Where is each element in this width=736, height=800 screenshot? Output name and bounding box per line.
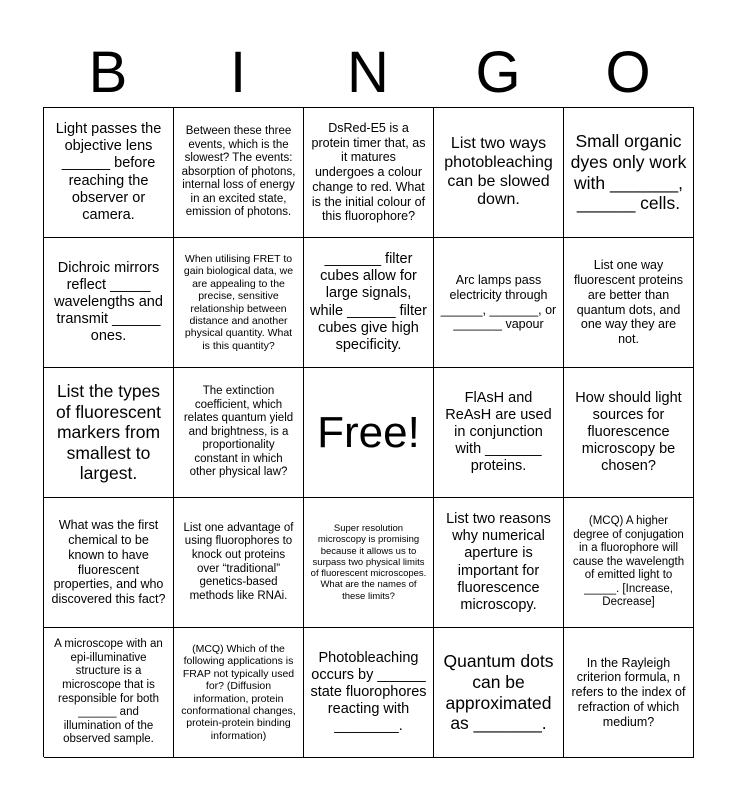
bingo-cell[interactable]: DsRed-E5 is a protein timer that, as it matures undergoes a colour change to red. What is the initial colour of this fluorophore? (304, 108, 434, 238)
bingo-cell[interactable]: Photobleaching occurs by ______ state fluorophores reacting with ________. (304, 628, 434, 758)
bingo-cell[interactable]: Small organic dyes only work with _______, ______ cells. (564, 108, 694, 238)
bingo-cell[interactable]: (MCQ) A higher degree of conjugation in a fluorophore will cause the wavelength of emitted light to _____. [Increase, Decrease] (564, 498, 694, 628)
header-letter-i: I (229, 40, 247, 105)
bingo-cell[interactable]: (MCQ) Which of the following applications is FRAP not typically used for? (Diffusion information, protein conformational changes, protein-protein binding information) (174, 628, 304, 758)
bingo-cell[interactable]: Between these three events, which is the slowest? The events: absorption of photons, internal loss of energy in an excited state, emission of photons. (174, 108, 304, 238)
bingo-cell[interactable]: FlAsH and ReAsH are used in conjunction with _______ proteins. (434, 368, 564, 498)
bingo-cell[interactable]: List one way fluorescent proteins are better than quantum dots, and one way they are not. (564, 238, 694, 368)
bingo-cell[interactable]: A microscope with an epi-illuminative structure is a microscope that is responsible for both ______ and illumination of the observed sample. (44, 628, 174, 758)
bingo-cell[interactable]: Super resolution microscopy is promising because it allows us to surpass two physical limits of fluorescent microscopes. What are the names of these limits? (304, 498, 434, 628)
bingo-cell[interactable]: List two reasons why numerical aperture is important for fluorescence microscopy. (434, 498, 564, 628)
bingo-header (43, 38, 693, 108)
bingo-cell[interactable]: How should light sources for fluorescence microscopy be chosen? (564, 368, 694, 498)
bingo-cell[interactable]: _______ filter cubes allow for large signals, while ______ filter cubes give high specificity. (304, 238, 434, 368)
bingo-cell[interactable]: Dichroic mirrors reflect _____ wavelengths and transmit ______ ones. (44, 238, 174, 368)
header-letter-g: G (475, 40, 521, 105)
bingo-cell[interactable]: When utilising FRET to gain biological data, we are appealing to the precise, sensitive relationship between distance and another physical quantity. What is this quantity? (174, 238, 304, 368)
bingo-cell[interactable]: List the types of fluorescent markers from smallest to largest. (44, 368, 174, 498)
bingo-cell[interactable]: Light passes the objective lens ______ before reaching the observer or camera. (44, 108, 174, 238)
bingo-cell[interactable]: The extinction coefficient, which relates quantum yield and brightness, is a proportionality constant in which other physical law? (174, 368, 304, 498)
bingo-cell[interactable]: In the Rayleigh criterion formula, n refers to the index of refraction of which medium? (564, 628, 694, 758)
free-space[interactable]: Free! (304, 368, 434, 498)
bingo-cell[interactable]: List one advantage of using fluorophores to knock out proteins over “traditional” genetics-based methods like RNAi. (174, 498, 304, 628)
bingo-cell[interactable]: Arc lamps pass electricity through ______, _______, or _______ vapour (434, 238, 564, 368)
header-letter-b: B (88, 40, 128, 105)
bingo-cell[interactable]: List two ways photobleaching can be slowed down. (434, 108, 564, 238)
header-letter-o: O (605, 40, 651, 105)
bingo-cell[interactable]: What was the first chemical to be known to have fluorescent properties, and who discovered this fact? (44, 498, 174, 628)
header-letter-n: N (347, 40, 389, 105)
bingo-grid (43, 107, 694, 757)
bingo-cell[interactable]: Quantum dots can be approximated as _______. (434, 628, 564, 758)
